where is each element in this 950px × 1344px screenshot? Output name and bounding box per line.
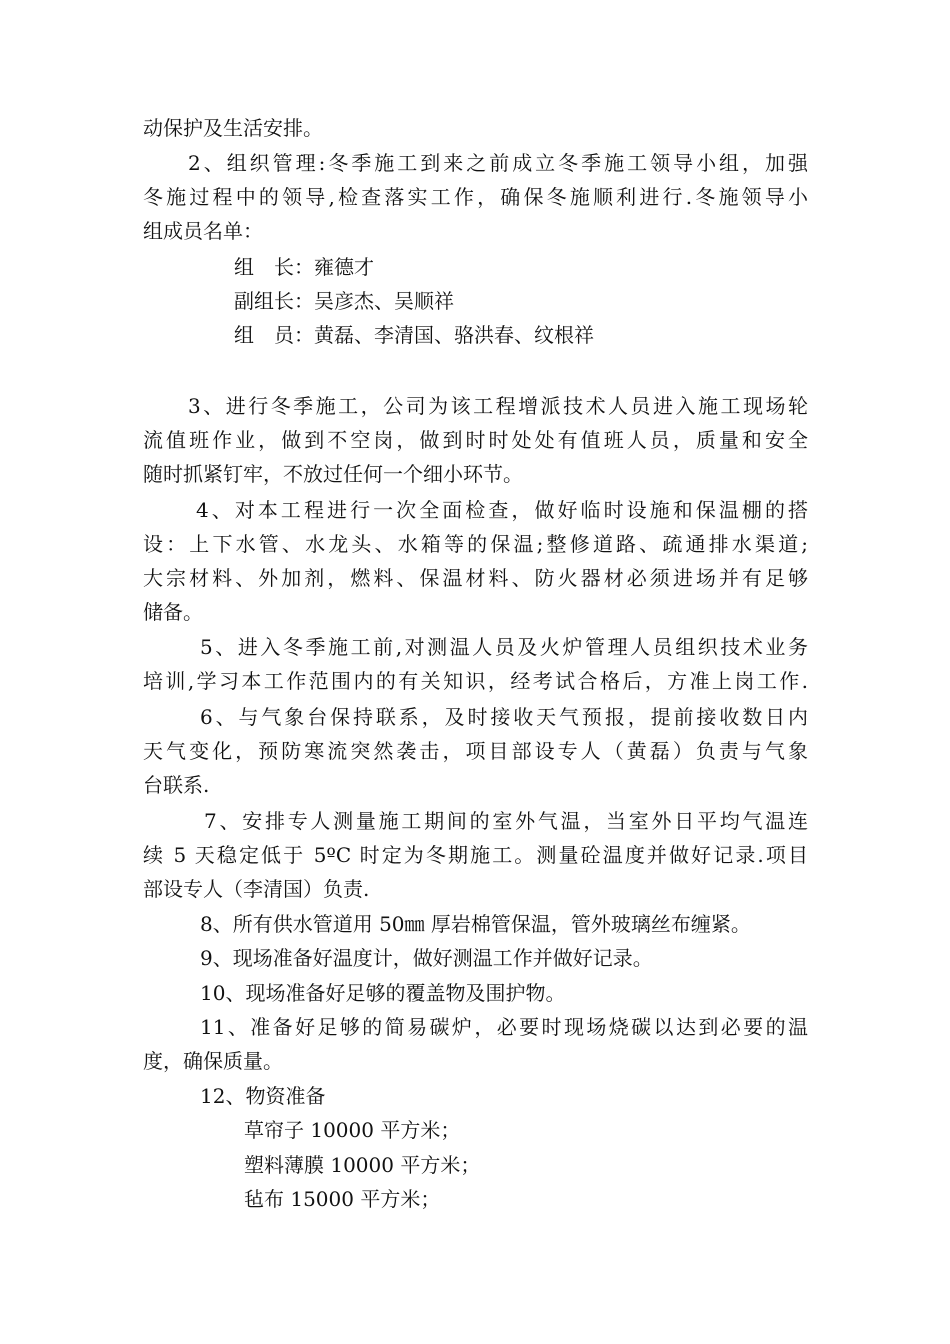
text-line: 9、现场准备好温度计，做好测温工作并做好记录。 — [200, 946, 653, 970]
text-line: 储备。 — [143, 600, 203, 624]
text-line: 度，确保质量。 — [143, 1049, 283, 1073]
text-line: 8、所有供水管道用 50㎜ 厚岩棉管保温，管外玻璃丝布缠紧。 — [200, 912, 751, 936]
text-line: 10、现场准备好足够的覆盖物及围护物。 — [200, 981, 566, 1005]
member-line: 副组长：吴彦杰、吴顺祥 — [234, 289, 454, 313]
text-line: 12、物资准备 — [200, 1084, 326, 1108]
text-line: 6、与气象台保持联系，及时接收天气预报，提前接收数日内 — [200, 705, 808, 729]
member-line: 组 员：黄磊、李清国、骆洪春、纹根祥 — [234, 323, 594, 347]
text-line: 部设专人（李清国）负责. — [143, 877, 370, 901]
text-line: 续 5 天稳定低于 5ºC 时定为冬期施工。测量砼温度并做好记录.项目 — [143, 843, 808, 867]
text-line: 天气变化，预防寒流突然袭击，项目部设专人（黄磊）负责与气象 — [143, 739, 808, 763]
text-line: 冬施过程中的领导,检查落实工作，确保冬施顺利进行.冬施领导小 — [143, 185, 808, 209]
text-line: 流值班作业，做到不空岗，做到时时处处有值班人员，质量和安全 — [143, 428, 808, 452]
text-line: 4、对本工程进行一次全面检查，做好临时设施和保温棚的搭 — [196, 498, 808, 522]
text-line: 组成员名单： — [143, 219, 263, 243]
text-line: 动保护及生活安排。 — [143, 116, 323, 140]
material-line: 塑料薄膜 10000 平方米； — [244, 1153, 481, 1177]
text-line: 3、进行冬季施工，公司为该工程增派技术人员进入施工现场轮 — [188, 394, 808, 418]
material-line: 毡布 15000 平方米； — [244, 1187, 441, 1211]
text-line: 培训,学习本工作范围内的有关知识，经考试合格后，方准上岗工作. — [143, 669, 808, 693]
text-line: 11、准备好足够的简易碳炉，必要时现场烧碳以达到必要的温 — [200, 1015, 808, 1039]
text-line: 2、组织管理:冬季施工到来之前成立冬季施工领导小组，加强 — [188, 151, 808, 175]
text-line: 设：上下水管、水龙头、水箱等的保温;整修道路、疏通排水渠道; — [143, 532, 808, 556]
text-line: 台联系. — [143, 773, 210, 797]
text-line: 5、进入冬季施工前,对测温人员及火炉管理人员组织技术业务 — [200, 635, 808, 659]
member-line: 组 长：雍德才 — [234, 255, 374, 279]
text-line: 7、安排专人测量施工期间的室外气温，当室外日平均气温连 — [204, 809, 808, 833]
text-line: 随时抓紧钉牢，不放过任何一个细小环节。 — [143, 462, 523, 486]
material-line: 草帘子 10000 平方米； — [244, 1118, 461, 1142]
text-line: 大宗材料、外加剂，燃料、保温材料、防火器材必须进场并有足够 — [143, 566, 808, 590]
